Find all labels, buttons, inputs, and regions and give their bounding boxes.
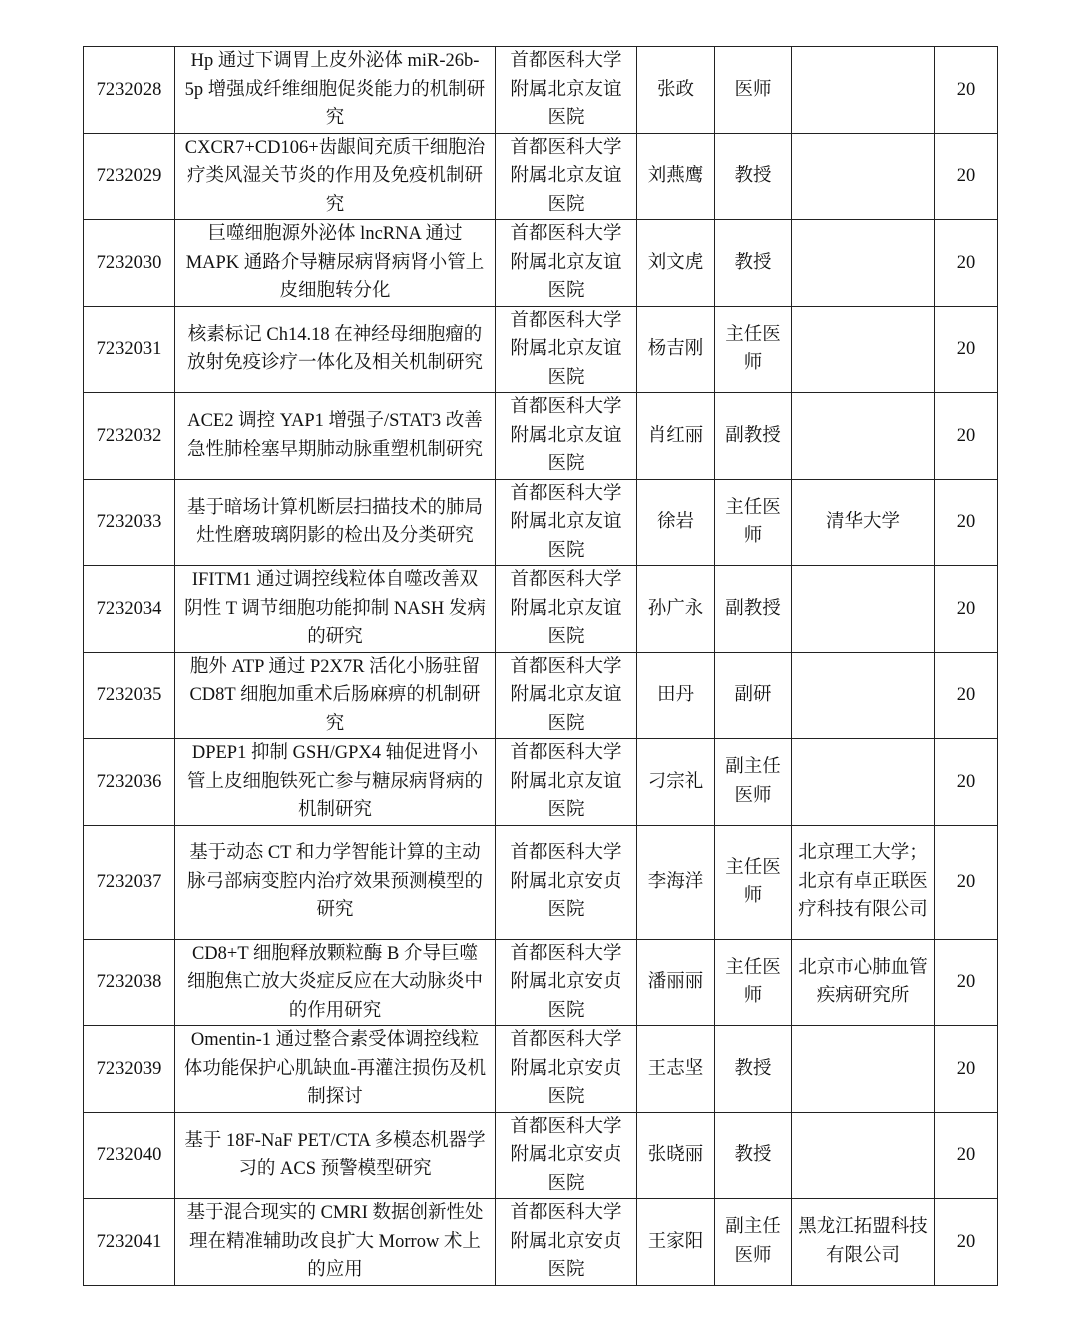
project-number-cell: 7232031	[84, 306, 175, 393]
principal-investigator-cell: 肖红丽	[637, 393, 715, 480]
professional-title-cell: 副教授	[715, 393, 792, 480]
partner-unit-cell	[792, 652, 935, 739]
professional-title-cell: 教授	[715, 1026, 792, 1113]
table-row	[84, 825, 998, 939]
partner-unit-cell	[792, 220, 935, 307]
host-unit-cell: 首都医科大学附属北京友谊医院	[496, 393, 637, 480]
funding-amount-cell: 20	[935, 47, 998, 134]
project-number-cell: 7232028	[84, 47, 175, 134]
funding-amount-cell: 20	[935, 1112, 998, 1199]
funding-amount-cell: 20	[935, 739, 998, 826]
project-title-cell: DPEP1 抑制 GSH/GPX4 轴促进肾小管上皮细胞铁死亡参与糖尿病肾病的机制研究	[175, 739, 496, 826]
project-number-cell: 7232037	[84, 825, 175, 939]
professional-title-cell: 教授	[715, 133, 792, 220]
principal-investigator-cell: 张政	[637, 47, 715, 134]
professional-title-cell: 主任医师	[715, 939, 792, 1026]
funding-amount-cell: 20	[935, 939, 998, 1026]
project-number-cell: 7232030	[84, 220, 175, 307]
host-unit-cell: 首都医科大学附属北京友谊医院	[496, 479, 637, 566]
host-unit-cell: 首都医科大学附属北京友谊医院	[496, 47, 637, 134]
host-unit-cell: 首都医科大学附属北京安贞医院	[496, 1199, 637, 1286]
principal-investigator-cell: 张晓丽	[637, 1112, 715, 1199]
funding-amount-cell: 20	[935, 306, 998, 393]
professional-title-cell: 副主任医师	[715, 1199, 792, 1286]
host-unit-cell: 首都医科大学附属北京友谊医院	[496, 220, 637, 307]
table-row	[84, 1112, 998, 1199]
principal-investigator-cell: 王家阳	[637, 1199, 715, 1286]
principal-investigator-cell: 刘燕鹰	[637, 133, 715, 220]
professional-title-cell: 副研	[715, 652, 792, 739]
professional-title-cell: 主任医师	[715, 306, 792, 393]
funding-amount-cell: 20	[935, 479, 998, 566]
funding-amount-cell: 20	[935, 393, 998, 480]
project-title-cell: 巨噬细胞源外泌体 lncRNA 通过 MAPK 通路介导糖尿病肾病肾小管上皮细胞转分化	[175, 220, 496, 307]
project-number-cell: 7232039	[84, 1026, 175, 1113]
partner-unit-cell: 黑龙江拓盟科技有限公司	[792, 1199, 935, 1286]
partner-unit-cell: 清华大学	[792, 479, 935, 566]
project-title-cell: 基于混合现实的 CMRI 数据创新性处理在精准辅助改良扩大 Morrow 术上的应用	[175, 1199, 496, 1286]
host-unit-cell: 首都医科大学附属北京安贞医院	[496, 1112, 637, 1199]
host-unit-cell: 首都医科大学附属北京友谊医院	[496, 566, 637, 653]
funding-amount-cell: 20	[935, 220, 998, 307]
grant-table	[83, 46, 998, 1286]
project-title-cell: 基于动态 CT 和力学智能计算的主动脉弓部病变腔内治疗效果预测模型的研究	[175, 825, 496, 939]
table-row	[84, 479, 998, 566]
principal-investigator-cell: 杨吉刚	[637, 306, 715, 393]
funding-amount-cell: 20	[935, 133, 998, 220]
project-number-cell: 7232035	[84, 652, 175, 739]
table-row	[84, 47, 998, 134]
partner-unit-cell	[792, 47, 935, 134]
funding-amount-cell: 20	[935, 1026, 998, 1113]
principal-investigator-cell: 王志坚	[637, 1026, 715, 1113]
host-unit-cell: 首都医科大学附属北京友谊医院	[496, 739, 637, 826]
principal-investigator-cell: 孙广永	[637, 566, 715, 653]
table-row	[84, 1026, 998, 1113]
table-row	[84, 133, 998, 220]
project-title-cell: 基于暗场计算机断层扫描技术的肺局灶性磨玻璃阴影的检出及分类研究	[175, 479, 496, 566]
project-number-cell: 7232041	[84, 1199, 175, 1286]
project-title-cell: Hp 通过下调胃上皮外泌体 miR-26b-5p 增强成纤维细胞促炎能力的机制研究	[175, 47, 496, 134]
table-row	[84, 739, 998, 826]
partner-unit-cell	[792, 1112, 935, 1199]
table-row	[84, 306, 998, 393]
host-unit-cell: 首都医科大学附属北京安贞医院	[496, 825, 637, 939]
principal-investigator-cell: 田丹	[637, 652, 715, 739]
principal-investigator-cell: 刁宗礼	[637, 739, 715, 826]
partner-unit-cell: 北京理工大学；北京有卓正联医疗科技有限公司	[792, 825, 935, 939]
partner-unit-cell	[792, 739, 935, 826]
project-number-cell: 7232032	[84, 393, 175, 480]
project-number-cell: 7232029	[84, 133, 175, 220]
professional-title-cell: 主任医师	[715, 825, 792, 939]
project-title-cell: ACE2 调控 YAP1 增强子/STAT3 改善急性肺栓塞早期肺动脉重塑机制研究	[175, 393, 496, 480]
project-number-cell: 7232038	[84, 939, 175, 1026]
partner-unit-cell: 北京市心肺血管疾病研究所	[792, 939, 935, 1026]
project-number-cell: 7232034	[84, 566, 175, 653]
principal-investigator-cell: 刘文虎	[637, 220, 715, 307]
professional-title-cell: 医师	[715, 47, 792, 134]
table-row	[84, 939, 998, 1026]
funding-amount-cell: 20	[935, 566, 998, 653]
principal-investigator-cell: 李海洋	[637, 825, 715, 939]
project-number-cell: 7232040	[84, 1112, 175, 1199]
table-row	[84, 566, 998, 653]
professional-title-cell: 教授	[715, 220, 792, 307]
project-title-cell: CD8+T 细胞释放颗粒酶 B 介导巨噬细胞焦亡放大炎症反应在大动脉炎中的作用研究	[175, 939, 496, 1026]
principal-investigator-cell: 潘丽丽	[637, 939, 715, 1026]
funding-amount-cell: 20	[935, 1199, 998, 1286]
partner-unit-cell	[792, 566, 935, 653]
table-row	[84, 220, 998, 307]
table-row	[84, 1199, 998, 1286]
partner-unit-cell	[792, 133, 935, 220]
funding-amount-cell: 20	[935, 652, 998, 739]
grant-table-body	[84, 47, 998, 1286]
host-unit-cell: 首都医科大学附属北京友谊医院	[496, 652, 637, 739]
project-title-cell: 核素标记 Ch14.18 在神经母细胞瘤的放射免疫诊疗一体化及相关机制研究	[175, 306, 496, 393]
principal-investigator-cell: 徐岩	[637, 479, 715, 566]
project-title-cell: IFITM1 通过调控线粒体自噬改善双阴性 T 调节细胞功能抑制 NASH 发病的研究	[175, 566, 496, 653]
professional-title-cell: 教授	[715, 1112, 792, 1199]
partner-unit-cell	[792, 393, 935, 480]
host-unit-cell: 首都医科大学附属北京安贞医院	[496, 1026, 637, 1113]
professional-title-cell: 副主任医师	[715, 739, 792, 826]
host-unit-cell: 首都医科大学附属北京安贞医院	[496, 939, 637, 1026]
table-row	[84, 393, 998, 480]
host-unit-cell: 首都医科大学附属北京友谊医院	[496, 306, 637, 393]
project-title-cell: 胞外 ATP 通过 P2X7R 活化小肠驻留 CD8T 细胞加重术后肠麻痹的机制研究	[175, 652, 496, 739]
partner-unit-cell	[792, 1026, 935, 1113]
professional-title-cell: 主任医师	[715, 479, 792, 566]
host-unit-cell: 首都医科大学附属北京友谊医院	[496, 133, 637, 220]
project-number-cell: 7232033	[84, 479, 175, 566]
project-title-cell: 基于 18F-NaF PET/CTA 多模态机器学习的 ACS 预警模型研究	[175, 1112, 496, 1199]
funding-amount-cell: 20	[935, 825, 998, 939]
professional-title-cell: 副教授	[715, 566, 792, 653]
project-number-cell: 7232036	[84, 739, 175, 826]
partner-unit-cell	[792, 306, 935, 393]
project-title-cell: CXCR7+CD106+齿龈间充质干细胞治疗类风湿关节炎的作用及免疫机制研究	[175, 133, 496, 220]
project-title-cell: Omentin-1 通过整合素受体调控线粒体功能保护心肌缺血-再灌注损伤及机制探讨	[175, 1026, 496, 1113]
table-row	[84, 652, 998, 739]
